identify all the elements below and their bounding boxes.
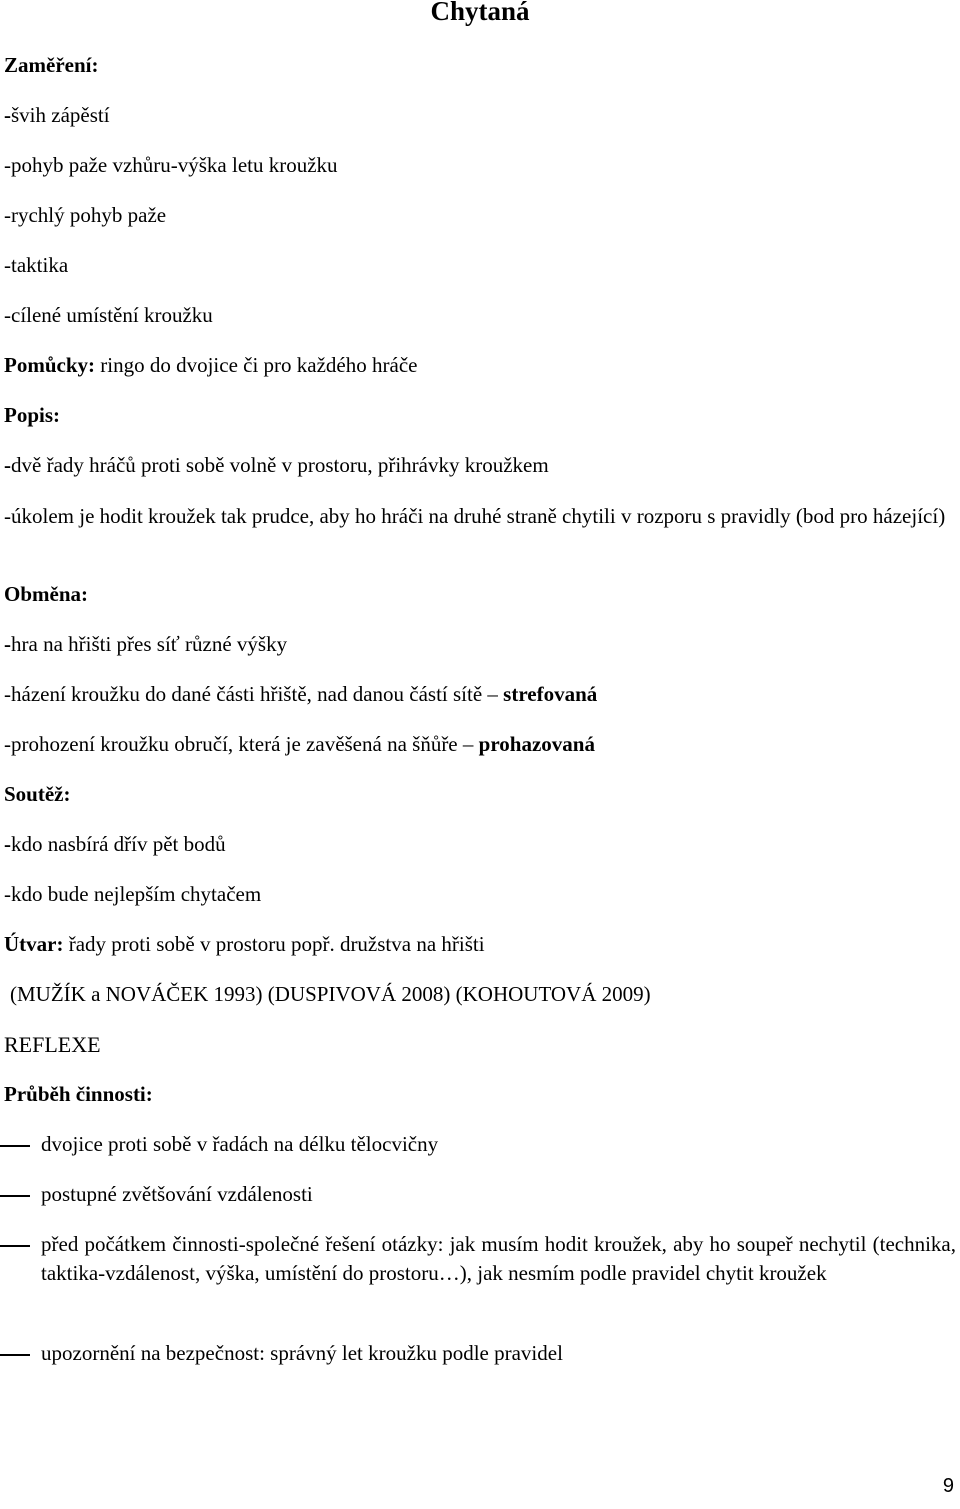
soutez-item-1 [4, 830, 956, 859]
zamereni-item-1 [4, 101, 956, 130]
page-title: Chytaná [430, 0, 530, 26]
utvar-label: Útvar: [4, 932, 64, 956]
zamereni-heading: Zaměření: [4, 53, 99, 77]
zamereni-item-4: -taktika [4, 253, 69, 277]
soutez-item-1-text: kdo nasbírá dřív pět bodů [11, 832, 226, 856]
obmena-item-2 [4, 680, 956, 709]
obmena-item-1 [4, 630, 956, 659]
obmena-item-3-bold: prohazovaná [478, 732, 595, 756]
citation: (MUŽÍK a NOVÁČEK 1993) (DUSPIVOVÁ 2008) (KOHOUTOVÁ 2009) [10, 982, 651, 1006]
bullet-dash-icon [0, 1354, 30, 1356]
bullet-dash-icon [0, 1195, 30, 1197]
utvar-text: řady proti sobě v prostoru popř. družstva na hřišti [63, 932, 485, 956]
prubeh-item-4: upozornění na bezpečnost: správný let kroužku podle pravidel [41, 1341, 563, 1365]
zamereni-item-2: -pohyb paže vzhůru-výška letu kroužku [4, 153, 338, 177]
bullet-dash-icon [0, 1245, 30, 1247]
prubeh-item-1: dvojice proti sobě v řadách na délku tělocvičny [41, 1132, 439, 1156]
reflexe-heading: REFLEXE [4, 1032, 101, 1057]
pomucky-text: ringo do dvojice či pro každého hráče [95, 353, 418, 377]
soutez-item-1-dash: - [4, 832, 11, 856]
popis-heading: Popis: [4, 403, 61, 427]
popis-item-1-dash: - [4, 453, 11, 477]
prubeh-item-3: před počátkem činnosti-společné řešení otázky: jak musím hodit kroužek, aby ho soupeř nechytil (technika, taktika-vzdálenost, výška, umístění do prostoru…), jak nesmím podle pravidel chytit kroužek [41, 1232, 956, 1285]
popis-item-1 [4, 451, 956, 480]
obmena-item-2-bold: strefovaná [503, 682, 598, 706]
obmena-item-3-sep: – [462, 732, 474, 756]
soutez-item-2: -kdo bude nejlepším chytačem [4, 882, 262, 906]
zamereni-item-5: -cílené umístění kroužku [4, 303, 213, 327]
obmena-item-1-dash: - [4, 632, 11, 656]
popis-item-1-text: dvě řady hráčů proti sobě volně v prostoru, přihrávky kroužkem [11, 453, 549, 477]
pomucky-line [4, 351, 956, 380]
pomucky-label: Pomůcky: [4, 353, 95, 377]
zamereni-item-1-text: švih zápěstí [11, 103, 110, 127]
obmena-heading: Obměna: [4, 582, 88, 606]
obmena-item-3 [4, 730, 956, 759]
prubeh-item-2: postupné zvětšování vzdálenosti [41, 1182, 313, 1206]
obmena-item-2-text: -házení kroužku do dané části hřiště, nad danou částí sítě [4, 682, 488, 706]
zamereni-item-3: -rychlý pohyb paže [4, 203, 167, 227]
utvar-line [4, 930, 956, 959]
obmena-item-3-text: -prohození kroužku obručí, která je zavěšená na šňůře [4, 732, 463, 756]
obmena-item-2-sep: – [487, 682, 498, 706]
page-number: 9 [942, 1475, 954, 1497]
soutez-heading: Soutěž: [4, 782, 71, 806]
obmena-item-1-text: hra na hřišti přes síť různé výšky [11, 632, 288, 656]
popis-item-2: -úkolem je hodit kroužek tak prudce, aby ho hráči na druhé straně chytili v rozporu s pravidly (bod pro házející) [4, 504, 946, 528]
prubeh-heading: Průběh činnosti: [4, 1082, 153, 1106]
zamereni-item-1-dash: - [4, 103, 11, 127]
bullet-dash-icon [0, 1145, 30, 1147]
